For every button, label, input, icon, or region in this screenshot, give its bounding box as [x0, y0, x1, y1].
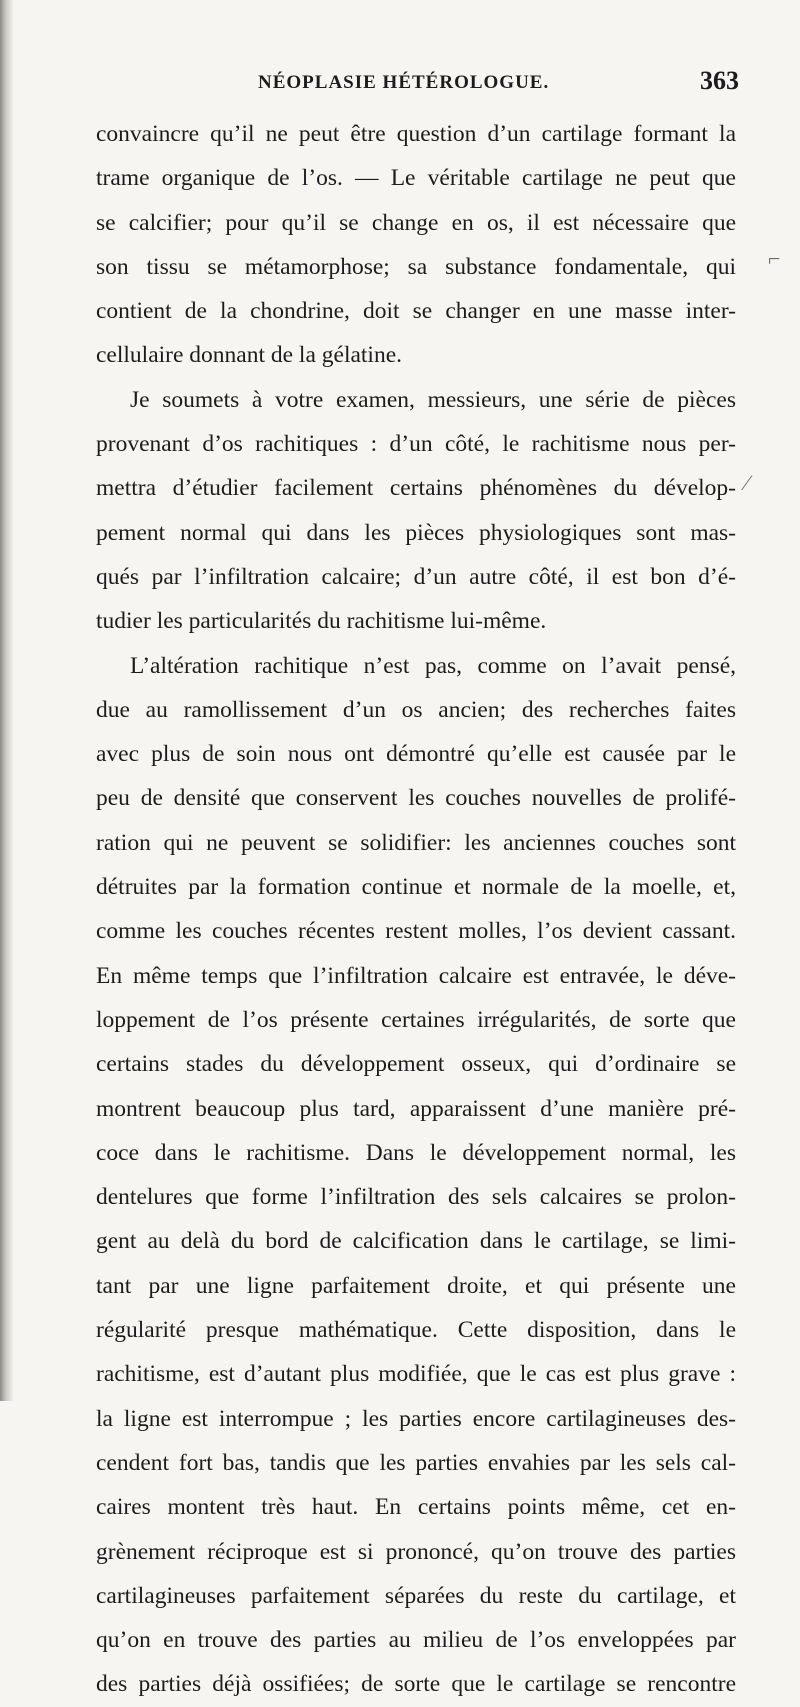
- paragraph-first-line: L’altération rachitique n’est pas, comme on l’avait pensé,: [130, 652, 736, 679]
- text-line: En même temps que l’infiltration calcaire est entravée, le déve-: [96, 962, 736, 989]
- text-line: son tissu se métamorphose; sa substance fondamentale, qui: [96, 253, 736, 280]
- body-text: [96, 112, 736, 1707]
- paragraph-first-line: Je soumets à votre examen, messieurs, une série de pièces: [130, 386, 736, 413]
- text-line: gent au delà du bord de calcification dans le cartilage, se limi-: [96, 1228, 736, 1255]
- text-line: certains stades du développement osseux, qui d’ordinaire se: [96, 1051, 736, 1078]
- text-line: mettra d’étudier facilement certains phénomènes du dévelop-: [96, 475, 736, 502]
- page-header: [0, 66, 800, 102]
- page-gutter-shadow: [0, 0, 14, 1401]
- text-line: des parties déjà ossifiées; de sorte que le cartilage se rencontre: [96, 1671, 736, 1698]
- margin-pencil-mark: ⌐: [768, 246, 781, 271]
- text-line: la ligne est interrompue ; les parties encore cartilagineuses des-: [96, 1405, 736, 1432]
- text-line: cartilagineuses parfaitement séparées du reste du cartilage, et: [96, 1582, 736, 1609]
- margin-pencil-mark: ⁄: [745, 470, 749, 495]
- text-line: dentelures que forme l’infiltration des sels calcaires se prolon-: [96, 1184, 736, 1211]
- text-line: ration qui ne peuvent se solidifier: les anciennes couches sont: [96, 829, 736, 856]
- text-line: régularité presque mathématique. Cette disposition, dans le: [96, 1317, 736, 1344]
- text-line: avec plus de soin nous ont démontré qu’elle est causée par le: [96, 741, 736, 768]
- text-line: cellulaire donnant de la gélatine.: [96, 342, 403, 369]
- text-line: détruites par la formation continue et normale de la moelle, et,: [96, 874, 736, 901]
- text-line: comme les couches récentes restent molles, l’os devient cassant.: [96, 918, 736, 945]
- text-line: cendent fort bas, tandis que les parties envahies par les sels cal-: [96, 1449, 736, 1476]
- text-line: qués par l’infiltration calcaire; d’un autre côté, il est bon d’é-: [96, 563, 736, 590]
- text-line: caires montent très haut. En certains points même, cet en-: [96, 1494, 736, 1521]
- page-number: 363: [700, 66, 739, 95]
- text-line: due au ramollissement d’un os ancien; des recherches faites: [96, 696, 736, 723]
- running-head: NÉOPLASIE HÉTÉROLOGUE.: [258, 72, 550, 93]
- text-line: coce dans le rachitisme. Dans le développement normal, les: [96, 1139, 736, 1166]
- text-line: rachitisme, est d’autant plus modifiée, que le cas est plus grave :: [96, 1361, 736, 1388]
- text-line: peu de densité que conservent les couches nouvelles de prolifé-: [96, 785, 736, 812]
- text-line: tudier les particularités du rachitisme lui-même.: [96, 608, 547, 635]
- text-line: se calcifier; pour qu’il se change en os, il est nécessaire que: [96, 209, 736, 236]
- text-line: montrent beaucoup plus tard, apparaissent d’une manière pré-: [96, 1095, 736, 1122]
- text-line: grènement réciproque est si prononcé, qu’on trouve des parties: [96, 1538, 736, 1565]
- text-line: tant par une ligne parfaitement droite, et qui présente une: [96, 1272, 736, 1299]
- text-line: contient de la chondrine, doit se changer en une masse inter-: [96, 298, 736, 325]
- text-line: pement normal qui dans les pièces physiologiques sont mas-: [96, 519, 736, 546]
- text-line: provenant d’os rachitiques : d’un côté, le rachitisme nous per-: [96, 431, 736, 458]
- text-line: qu’on en trouve des parties au milieu de l’os enveloppées par: [96, 1627, 736, 1654]
- text-line: trame organique de l’os. — Le véritable cartilage ne peut que: [96, 165, 736, 192]
- text-line: convaincre qu’il ne peut être question d’un cartilage formant la: [96, 121, 736, 147]
- text-line: loppement de l’os présente certaines irrégularités, de sorte que: [96, 1006, 736, 1033]
